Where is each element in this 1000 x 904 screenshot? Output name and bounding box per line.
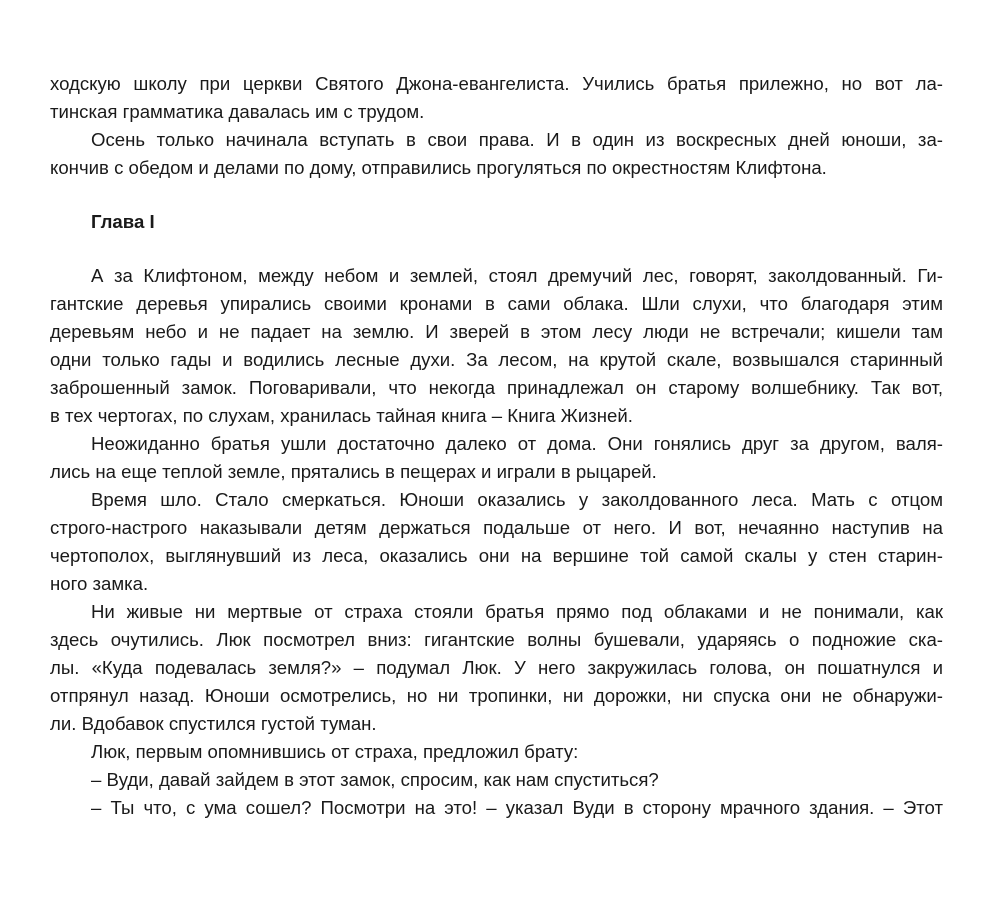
paragraph bbox=[50, 738, 943, 766]
paragraph bbox=[50, 126, 943, 182]
paragraph bbox=[50, 70, 943, 126]
text-line: – Ты что, с ума сошел? Посмотри на это! – указал Вуди в сторону мрачного здания. – Этот bbox=[91, 797, 943, 818]
text-line: лись на еще теплой земле, прятались в пещерах и играли в рыцарей. bbox=[50, 461, 657, 482]
dialogue-line bbox=[50, 794, 943, 822]
text-line: отпрянул назад. Юноши осмотрелись, но ни тропинки, ни дорожки, ни спуска они не обнаружи- bbox=[50, 685, 943, 706]
text-line: ли. Вдобавок спустился густой туман. bbox=[50, 713, 377, 734]
text-line: Время шло. Стало смеркаться. Юноши оказались у заколдованного леса. Мать с отцом bbox=[91, 489, 943, 510]
paragraph bbox=[50, 262, 943, 430]
chapter-title: Глава I bbox=[91, 211, 155, 232]
book-page bbox=[50, 70, 943, 822]
text-line: одни только гады и водились лесные духи. За лесом, на крутой скале, возвышался старинный bbox=[50, 349, 943, 370]
text-line: Ни живые ни мертвые от страха стояли братья прямо под облаками и не понимали, как bbox=[91, 601, 943, 622]
text-line: Осень только начинала вступать в свои права. И в один из воскресных дней юноши, за- bbox=[91, 129, 943, 150]
text-line: в тех чертогах, по слухам, хранилась тайная книга – Книга Жизней. bbox=[50, 405, 633, 426]
text-line: Неожиданно братья ушли достаточно далеко от дома. Они гонялись друг за другом, валя- bbox=[91, 433, 943, 454]
text-line: кончив с обедом и делами по дому, отправились прогуляться по окрестностям Клифтона. bbox=[50, 157, 827, 178]
text-line: А за Клифтоном, между небом и землей, стоял дремучий лес, говорят, заколдованный. Ги- bbox=[91, 265, 943, 286]
text-line: гантские деревья упирались своими кронами в сами облака. Шли слухи, что благодаря этим bbox=[50, 293, 943, 314]
paragraph bbox=[50, 598, 943, 738]
text-line: заброшенный замок. Поговаривали, что некогда принадлежал он старому волшебнику. Так вот, bbox=[50, 377, 943, 398]
text-line: – Вуди, давай зайдем в этот замок, спросим, как нам спуститься? bbox=[91, 769, 659, 790]
text-line: деревьям небо и не падает на землю. И зверей в этом лесу люди не встречали; кишели там bbox=[50, 321, 943, 342]
text-line: здесь очутились. Люк посмотрел вниз: гигантские волны бушевали, ударяясь о подножие ска- bbox=[50, 629, 943, 650]
paragraph bbox=[50, 430, 943, 486]
text-line: лы. «Куда подевалась земля?» – подумал Люк. У него закружилась голова, он пошатнулся и bbox=[50, 657, 943, 678]
paragraph bbox=[50, 486, 943, 598]
dialogue-line bbox=[50, 766, 943, 794]
text-line: ного замка. bbox=[50, 573, 149, 594]
text-line: тинская грамматика давалась им с трудом. bbox=[50, 101, 425, 122]
text-line: Люк, первым опомнившись от страха, предложил брату: bbox=[91, 741, 579, 762]
text-line: ходскую школу при церкви Святого Джона-евангелиста. Учились братья прилежно, но вот ла- bbox=[50, 73, 943, 94]
text-line: строго-настрого наказывали детям держаться подальше от него. И вот, нечаянно наступив на bbox=[50, 517, 943, 538]
text-line: чертополох, выглянувший из леса, оказались они на вершине той самой скалы у стен старин- bbox=[50, 545, 943, 566]
